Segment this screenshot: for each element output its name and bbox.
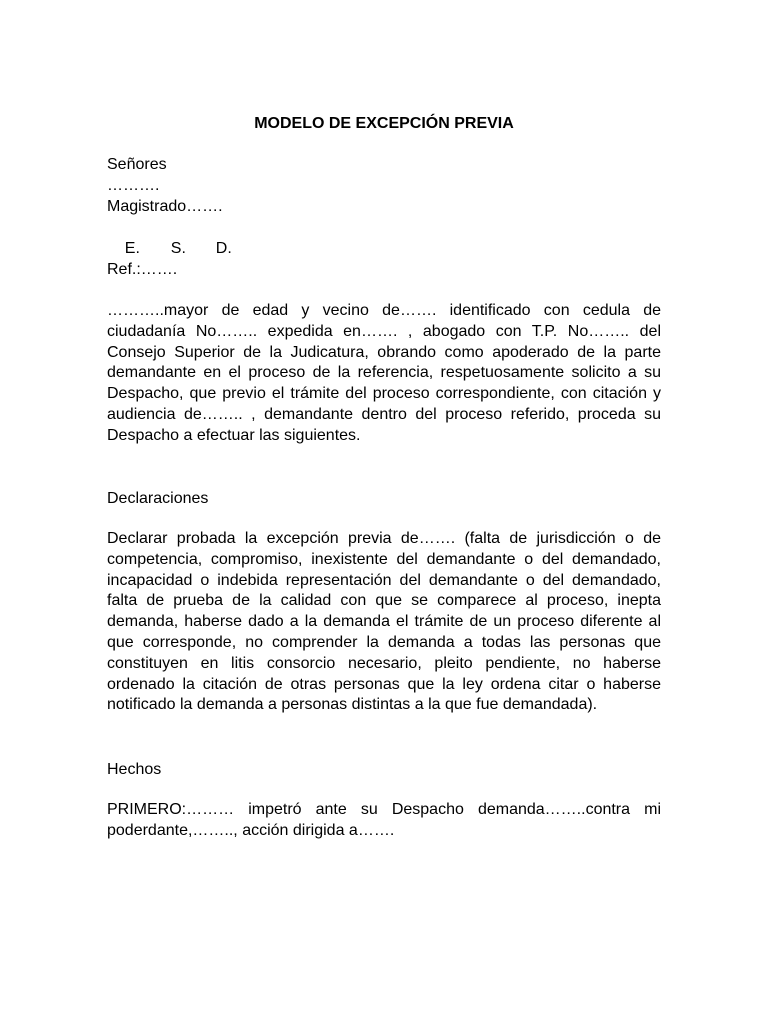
addressee-line-1: Señores	[107, 156, 167, 173]
document-title: MODELO DE EXCEPCIÓN PREVIA	[254, 115, 514, 132]
intro-paragraph: ………..mayor de edad y vecino de……. identificado con cedula de ciudadanía No…….. expedida en……. , abogado con T.P. No…….. del Consejo Superior de la Judicatura, obrando como apoderado de la parte demandante en el proceso de la referencia, respetuosamente solicito a su Despacho, que previo el trámite del proceso correspondiente, con citación y audiencia de…….. , demandante dentro del proceso referido, proceda su Despacho a efectuar las siguientes.	[107, 302, 661, 444]
addressee-line-2: ……….	[107, 177, 160, 194]
esd-d: D.	[215, 240, 232, 257]
reference-line: Ref.:…….	[107, 261, 178, 278]
addressee-line-3: Magistrado…….	[107, 198, 223, 215]
declaraciones-heading: Declaraciones	[107, 490, 209, 507]
hechos-heading: Hechos	[107, 761, 162, 778]
esd-e: E.	[124, 240, 140, 257]
esd-s: S.	[170, 240, 186, 257]
declaraciones-paragraph: Declarar probada la excepción previa de……. (falta de jurisdicción o de competencia, compromiso, inexistente del demandante o del demandado, incapacidad o indebida representación del demandante o del demandado, falta de prueba de la calidad con que se comparece al proceso, inepta demanda, haberse dado a la demanda el trámite de un proceso diferente al que corresponde, no comprender la demanda a todas las personas que constituyen en litis consorcio necesario, pleito pendiente, no haberse ordenado la citación de otras personas que la ley ordena citar o haberse notificado la demanda a personas distintas a la que fue demandada).	[107, 530, 661, 714]
hechos-paragraph: PRIMERO:……… impetró ante su Despacho demanda……..contra mi poderdante,…….., acción dirigida a…….	[107, 801, 661, 839]
